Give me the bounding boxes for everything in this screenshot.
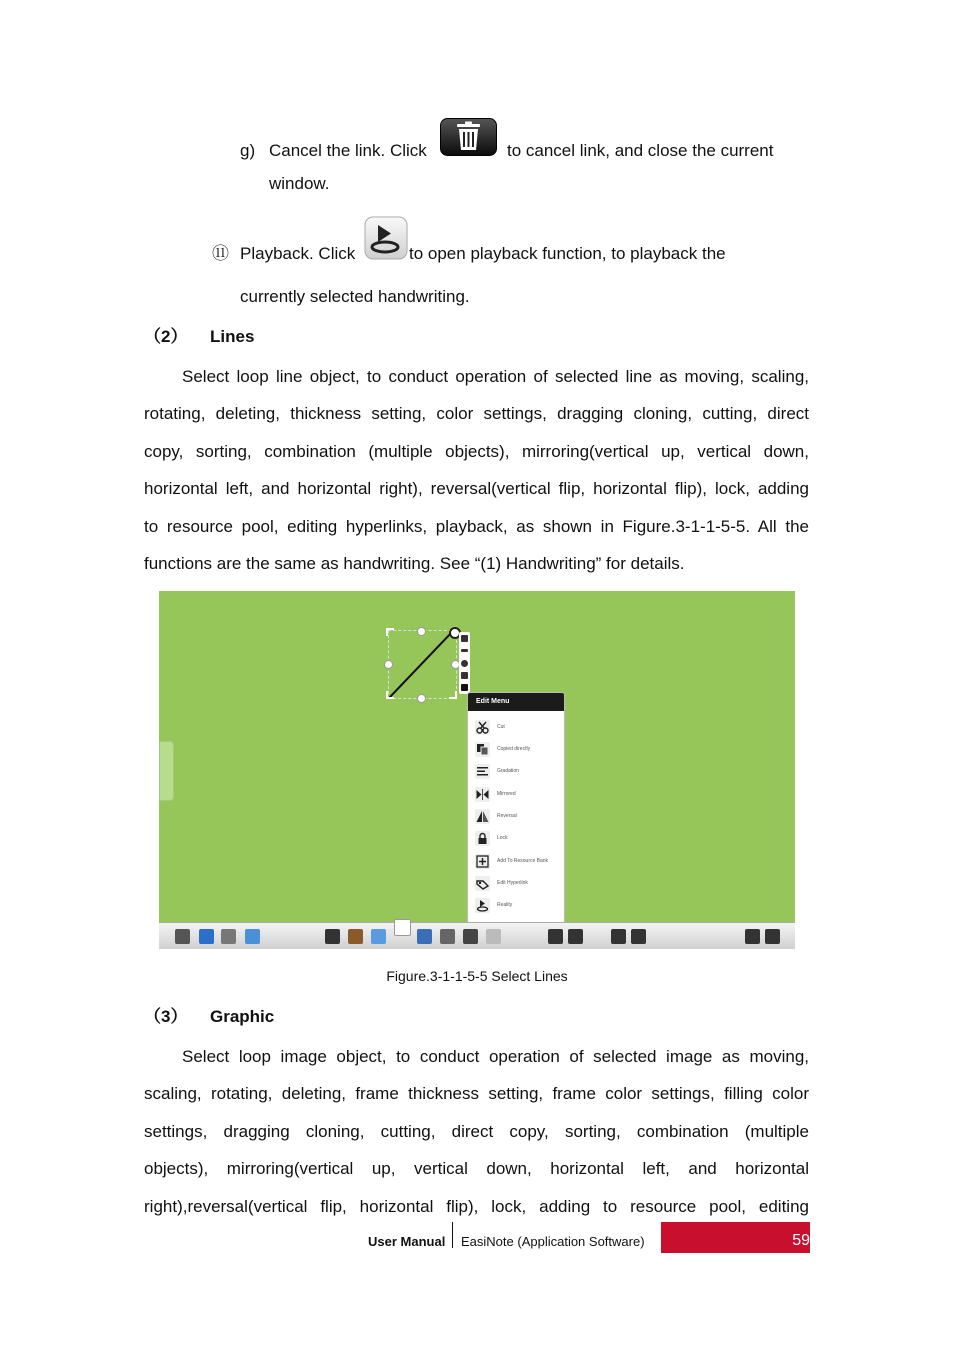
layers-icon	[475, 764, 490, 779]
fill-icon[interactable]	[440, 929, 455, 944]
step-11-marker: ⑪	[212, 244, 229, 263]
paragraph-line: copy, sorting, combination (multiple objects), mirroring(vertical up, vertical down,	[144, 442, 809, 461]
menu-item-label: Lock	[497, 835, 508, 841]
step-11-text-after: to open playback function, to playback the	[409, 244, 726, 263]
menu-item-add-to-resource-bank[interactable]	[468, 851, 564, 871]
menu-item-cut[interactable]	[468, 717, 564, 737]
footer-manual-label: User Manual	[368, 1234, 446, 1249]
footer-product: EasiNote (Application Software)	[461, 1234, 645, 1249]
edit-menu-title: Edit Menu	[468, 693, 564, 711]
resize-handle[interactable]	[384, 660, 393, 669]
menu-icon[interactable]	[175, 929, 190, 944]
step-g-text-after: to cancel link, and close the current	[507, 141, 774, 160]
corner-handle[interactable]	[386, 691, 394, 699]
playback-icon	[364, 216, 408, 260]
paragraph-line: to resource pool, editing hyperlinks, playback, as shown in Figure.3-1-1-5-5. All the	[144, 517, 809, 536]
resource-bank-icon	[475, 854, 490, 869]
zoom-icon[interactable]	[611, 929, 626, 944]
paragraph-line: functions are the same as handwriting. See “(1) Handwriting” for details.	[144, 554, 685, 573]
scissors-icon	[475, 720, 490, 735]
mirror-icon	[475, 787, 490, 802]
line-tool-icon[interactable]	[394, 919, 411, 936]
copy-icon	[475, 742, 490, 757]
menu-item-reality[interactable]	[468, 895, 564, 915]
delete-icon[interactable]	[461, 635, 468, 642]
page-icon[interactable]	[745, 929, 760, 944]
thickness-icon[interactable]	[461, 649, 468, 652]
screen-icon[interactable]	[199, 929, 214, 944]
tools-icon[interactable]	[221, 929, 236, 944]
menu-item-label: Edit Hyperlink	[497, 880, 528, 886]
edit-menu	[467, 692, 565, 924]
menu-item-label: Cut	[497, 724, 505, 730]
step-11-text-before: Playback. Click	[240, 244, 356, 263]
menu-item-label: Reality	[497, 902, 513, 908]
menu-item-label: Add To Resource Bank	[497, 858, 549, 864]
clone-icon[interactable]	[461, 672, 468, 679]
menu-item-edit-hyperlink[interactable]	[468, 873, 564, 893]
menu-item-label: Mirrored	[497, 791, 516, 797]
corner-handle[interactable]	[449, 691, 457, 699]
playback-icon	[475, 898, 490, 913]
side-panel-tab[interactable]	[159, 741, 174, 801]
corner-handle[interactable]	[386, 628, 394, 636]
paragraph-line: Select loop image object, to conduct operation of selected image as moving,	[182, 1047, 809, 1066]
paragraph-line: right),reversal(vertical flip, horizontal flip), lock, adding to resource pool, editing	[144, 1197, 809, 1216]
figure-caption: Figure.3-1-1-5-5 Select Lines	[386, 968, 568, 984]
paragraph-line: objects), mirroring(vertical up, vertical down, horizontal left, and horizontal	[144, 1159, 809, 1178]
cut-icon[interactable]	[548, 929, 563, 944]
menu-item-label: Reversal	[497, 813, 517, 819]
footer-divider	[452, 1222, 453, 1248]
copy-icon[interactable]	[568, 929, 583, 944]
menu-item-label: Copied directly	[497, 746, 531, 752]
step-g-text-before: Cancel the link. Click	[269, 141, 427, 160]
page-number: 59	[792, 1232, 810, 1249]
bottom-toolbar	[159, 922, 795, 949]
cloud-icon[interactable]	[245, 929, 260, 944]
trash-icon	[440, 118, 497, 156]
section-3-number: （3）	[144, 1007, 188, 1026]
menu-icon[interactable]	[461, 684, 468, 691]
resize-handle[interactable]	[417, 627, 426, 636]
paragraph-line: Select loop line object, to conduct operation of selected line as moving, scaling,	[182, 367, 809, 386]
lock-icon	[475, 831, 490, 846]
paragraph-line: settings, dragging cloning, cutting, direct copy, sorting, combination (multiple	[144, 1122, 809, 1141]
object-mini-toolbar	[459, 632, 470, 694]
hand-icon[interactable]	[486, 929, 501, 944]
paragraph-line: rotating, deleting, thickness setting, color settings, dragging cloning, cutting, direct	[144, 404, 809, 423]
pen-icon[interactable]	[348, 929, 363, 944]
color-icon[interactable]	[461, 660, 468, 667]
menu-item-mirrored[interactable]	[468, 784, 564, 804]
cursor-icon[interactable]	[325, 929, 340, 944]
highlighter-icon[interactable]	[371, 929, 386, 944]
section-2-title: Lines	[210, 327, 255, 346]
menu-item-lock[interactable]	[468, 828, 564, 848]
menu-item-label: Gradation	[497, 768, 519, 774]
step-g-marker: g)	[240, 141, 256, 160]
add-page-icon[interactable]	[765, 929, 780, 944]
menu-item-reversal[interactable]	[468, 806, 564, 826]
paragraph-line: horizontal left, and horizontal right), reversal(vertical flip, horizontal flip), lock, adding	[144, 479, 809, 498]
step-11-continuation: currently selected handwriting.	[240, 287, 470, 306]
section-2-number: （2）	[144, 327, 188, 346]
step-g-continuation: window.	[269, 174, 330, 193]
menu-item-gradation[interactable]	[468, 761, 564, 781]
section-3-title: Graphic	[210, 1007, 275, 1026]
resize-handle[interactable]	[417, 694, 426, 703]
paragraph-line: scaling, rotating, deleting, frame thickness setting, frame color settings, filling color	[144, 1084, 809, 1103]
shape-icon[interactable]	[417, 929, 432, 944]
menu-item-copy[interactable]	[468, 739, 564, 759]
hyperlink-icon	[475, 876, 490, 891]
text-icon[interactable]	[463, 929, 478, 944]
figure-screenshot	[159, 591, 795, 949]
flip-icon	[475, 809, 490, 824]
undo-icon[interactable]	[631, 929, 646, 944]
